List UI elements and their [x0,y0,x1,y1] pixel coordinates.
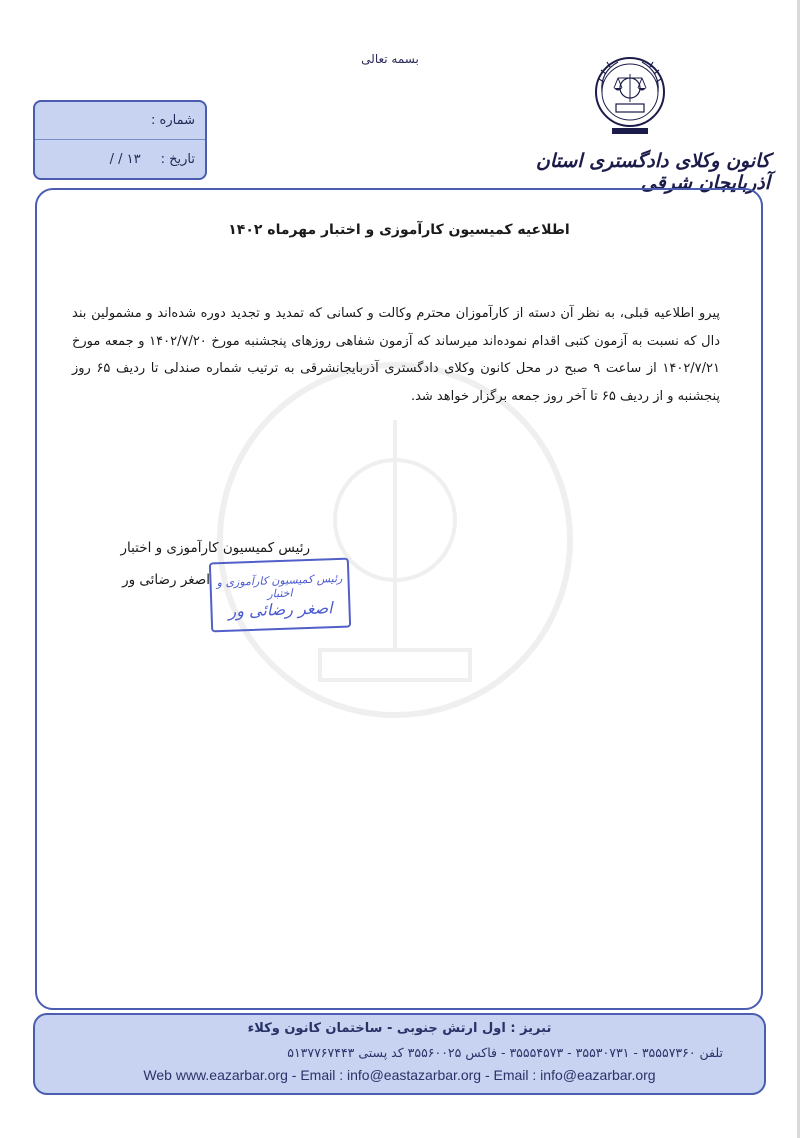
reference-number-row [35,102,205,140]
footer-web-email: Web www.eazarbar.org - Email : info@eastazarbar.org - Email : info@eazarbar.org [143,1067,656,1083]
footer-phones: تلفن ۳۵۵۵۷۳۶۰ - ۳۵۵۳۰۷۳۱ - ۳۵۵۵۴۵۷۳ - فاکس ۳۵۵۶۰۰۲۵ کد پستی ۵۱۳۷۷۶۷۴۴۳ [287,1045,723,1060]
notice-body: پیرو اطلاعیه قبلی، به نظر آن دسته از کارآموزان محترم وکالت و کسانی که تمدید و تجدید دوره شده‌اند و مشمولین بند دال که نسبت به آزمون کتبی اقدام نموده‌اند میرساند که آزمون شفاهی روزهای پنجشنبه مورخ ۱۴۰۲/۷/۲۰ و جمعه مورخ ۱۴۰۲/۷/۲۱ از ساعت ۹ صبح در محل کانون وکلای دادگستری آذربایجانشرقی به ترتیب شماره صندلی تا ردیف ۶۵ روز پنجشنبه و از ردیف ۶۵ تا آخر روز جمعه برگزار خواهد شد. [72,306,721,404]
stamp-name: اصغر رضائی ور [228,598,333,621]
notice-title: اطلاعیه کمیسیون کارآموزی و اختبار مهرماه ۱۴۰۲ [228,222,570,238]
signatory-name: اصغر رضائی ور [122,572,210,588]
scales-of-justice-emblem-icon [590,52,670,142]
official-stamp [209,558,351,633]
footer-address: تبریز : اول ارتش جنوبی - ساختمان کانون وکلاء [247,1021,552,1036]
reference-date-value: / / ۱۳ [109,151,141,167]
footer [33,1013,766,1095]
stamp-title: رئیس کمیسیون کارآموزی و اختبار [216,571,343,601]
reference-date-label: تاریخ : [160,151,195,167]
basmala: بسمه تعالی [361,52,419,66]
reference-number-label: شماره : [151,113,195,128]
signatory-title: رئیس کمیسیون کارآموزی و اختبار [120,540,310,556]
reference-date-row [35,140,205,178]
reference-box [33,100,207,180]
organization-name: کانون وکلای دادگستری استان آذربایجان شرقی [535,150,770,194]
